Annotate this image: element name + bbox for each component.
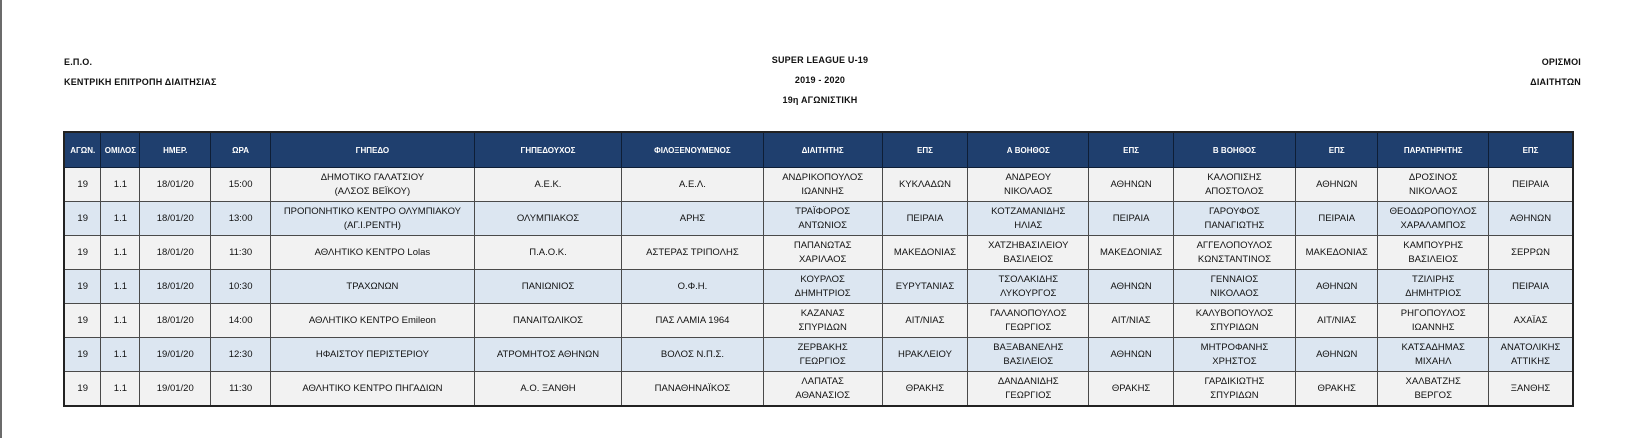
col-header-observer: ΠΑΡΑΤΗΡΗΤΗΣ (1378, 132, 1489, 168)
table-row (64, 270, 1573, 304)
cell-assistant-a-eps: ΑΙΤ/ΝΙΑΣ (1089, 304, 1173, 338)
cell-match: 19 (64, 168, 101, 202)
cell-match: 19 (64, 372, 101, 407)
cell-match: 19 (64, 202, 101, 236)
cell-away: Ο.Φ.Η. (622, 270, 763, 304)
table-row (64, 168, 1573, 202)
cell-group: 1.1 (101, 338, 140, 372)
cell-observer: ΚΑΤΣΑΔΗΜΑΣ ΜΙΧΑΗΛ (1378, 338, 1489, 372)
cell-away: Α.Ε.Λ. (622, 168, 763, 202)
cell-home: ΠΑΝΙΩΝΙΟΣ (474, 270, 622, 304)
col-header-match: ΑΓΩΝ. (64, 132, 101, 168)
cell-stadium: ΤΡΑΧΩΝΩΝ (271, 270, 475, 304)
cell-assistant-b-eps: ΑΙΤ/ΝΙΑΣ (1296, 304, 1378, 338)
cell-assistant-b-eps: ΠΕΙΡΑΙΑ (1296, 202, 1378, 236)
table-row (64, 236, 1573, 270)
cell-home: ΟΛΥΜΠΙΑΚΟΣ (474, 202, 622, 236)
cell-assistant-b-eps: ΑΘΗΝΩΝ (1296, 338, 1378, 372)
cell-home: Π.Α.Ο.Κ. (474, 236, 622, 270)
cell-assistant-b-eps: ΘΡΑΚΗΣ (1296, 372, 1378, 407)
table-row (64, 338, 1573, 372)
doc-type-line1: ΟΡΙΣΜΟΙ (1541, 57, 1581, 67)
cell-date: 18/01/20 (140, 236, 211, 270)
cell-time: 10:30 (211, 270, 271, 304)
cell-referee: ΠΑΠΑΝΩΤΑΣ ΧΑΡΙΛΑΟΣ (763, 236, 882, 270)
table-row (64, 202, 1573, 236)
cell-assistant-b-eps: ΜΑΚΕΔΟΝΙΑΣ (1296, 236, 1378, 270)
cell-date: 18/01/20 (140, 202, 211, 236)
cell-referee-eps: ΕΥΡΥΤΑΝΙΑΣ (882, 270, 967, 304)
cell-observer-eps: ΣΕΡΡΩΝ (1489, 236, 1573, 270)
cell-assistant-a: ΤΣΟΛΑΚΙΔΗΣ ΛΥΚΟΥΡΓΟΣ (968, 270, 1089, 304)
cell-observer-eps: ΑΘΗΝΩΝ (1489, 202, 1573, 236)
cell-referee-eps: ΜΑΚΕΔΟΝΙΑΣ (882, 236, 967, 270)
header-left (64, 52, 217, 92)
col-header-observer-eps: ΕΠΣ (1489, 132, 1573, 168)
col-header-assistant-b-eps: ΕΠΣ (1296, 132, 1378, 168)
cell-assistant-b: ΓΕΝΝΑΙΟΣ ΝΙΚΟΛΑΟΣ (1173, 270, 1295, 304)
cell-observer-eps: ΑΝΑΤΟΛΙΚΗΣ ΑΤΤΙΚΗΣ (1489, 338, 1573, 372)
cell-observer: ΧΑΛΒΑΤΖΗΣ ΒΕΡΓΟΣ (1378, 372, 1489, 407)
cell-assistant-a-eps: ΜΑΚΕΔΟΝΙΑΣ (1089, 236, 1173, 270)
cell-referee-eps: ΑΙΤ/ΝΙΑΣ (882, 304, 967, 338)
col-header-home: ΓΗΠΕΔΟΥΧΟΣ (474, 132, 622, 168)
cell-time: 12:30 (211, 338, 271, 372)
cell-referee-eps: ΚΥΚΛΑΔΩΝ (882, 168, 967, 202)
federation-abbr: Ε.Π.Ο. (64, 57, 93, 67)
cell-date: 18/01/20 (140, 270, 211, 304)
cell-date: 19/01/20 (140, 372, 211, 407)
cell-assistant-b: ΚΑΛΟΠΙΣΗΣ ΑΠΟΣΤΟΛΟΣ (1173, 168, 1295, 202)
cell-assistant-b: ΜΗΤΡΟΦΑΝΗΣ ΧΡΗΣΤΟΣ (1173, 338, 1295, 372)
col-header-assistant-a-eps: ΕΠΣ (1089, 132, 1173, 168)
cell-assistant-a: ΚΟΤΖΑΜΑΝΙΔΗΣ ΗΛΙΑΣ (968, 202, 1089, 236)
cell-referee-eps: ΘΡΑΚΗΣ (882, 372, 967, 407)
cell-away: ΑΣΤΕΡΑΣ ΤΡΙΠΟΛΗΣ (622, 236, 763, 270)
cell-time: 11:30 (211, 236, 271, 270)
cell-assistant-b: ΚΑΛΥΒΟΠΟΥΛΟΣ ΣΠΥΡΙΔΩΝ (1173, 304, 1295, 338)
cell-time: 11:30 (211, 372, 271, 407)
cell-home: ΠΑΝΑΙΤΩΛΙΚΟΣ (474, 304, 622, 338)
cell-referee-eps: ΠΕΙΡΑΙΑ (882, 202, 967, 236)
page-left-border (0, 0, 2, 438)
table-row (64, 372, 1573, 407)
cell-date: 18/01/20 (140, 168, 211, 202)
cell-group: 1.1 (101, 304, 140, 338)
cell-observer-eps: ΠΕΙΡΑΙΑ (1489, 168, 1573, 202)
cell-group: 1.1 (101, 236, 140, 270)
cell-stadium: ΑΘΛΗΤΙΚΟ ΚΕΝΤΡΟ Lolas (271, 236, 475, 270)
header-right (1530, 52, 1581, 92)
cell-stadium: ΗΦΑΙΣΤΟΥ ΠΕΡΙΣΤΕΡΙΟΥ (271, 338, 475, 372)
table-header-row (64, 132, 1573, 168)
cell-time: 15:00 (211, 168, 271, 202)
cell-observer: ΤΖΙΛΙΡΗΣ ΔΗΜΗΤΡΙΟΣ (1378, 270, 1489, 304)
cell-observer: ΚΑΜΠΟΥΡΗΣ ΒΑΣΙΛΕΙΟΣ (1378, 236, 1489, 270)
col-header-group: ΟΜΙΛΟΣ (101, 132, 140, 168)
cell-assistant-a: ΧΑΤΖΗΒΑΣΙΛΕΙΟΥ ΒΑΣΙΛΕΙΟΣ (968, 236, 1089, 270)
doc-type-line2: ΔΙΑΙΤΗΤΩΝ (1530, 77, 1581, 87)
cell-match: 19 (64, 338, 101, 372)
cell-match: 19 (64, 304, 101, 338)
cell-group: 1.1 (101, 168, 140, 202)
cell-home: Α.Ο. ΞΑΝΘΗ (474, 372, 622, 407)
cell-group: 1.1 (101, 372, 140, 407)
matchday: 19η ΑΓΩΝΙΣΤΙΚΗ (782, 95, 858, 105)
cell-observer: ΘΕΟΔΩΡΟΠΟΥΛΟΣ ΧΑΡΑΛΑΜΠΟΣ (1378, 202, 1489, 236)
cell-match: 19 (64, 236, 101, 270)
cell-observer-eps: ΑΧΑΪΑΣ (1489, 304, 1573, 338)
cell-assistant-a-eps: ΑΘΗΝΩΝ (1089, 168, 1173, 202)
cell-referee: ΤΡΑΪΦΟΡΟΣ ΑΝΤΩΝΙΟΣ (763, 202, 882, 236)
cell-stadium: ΑΘΛΗΤΙΚΟ ΚΕΝΤΡΟ Emileon (271, 304, 475, 338)
col-header-stadium: ΓΗΠΕΔΟ (271, 132, 475, 168)
cell-date: 18/01/20 (140, 304, 211, 338)
col-header-away: ΦΙΛΟΞΕΝΟΥΜΕΝΟΣ (622, 132, 763, 168)
cell-assistant-a-eps: ΠΕΙΡΑΙΑ (1089, 202, 1173, 236)
league-title: SUPER LEAGUE U-19 (771, 55, 869, 65)
cell-assistant-b: ΓΑΡΟΥΦΟΣ ΠΑΝΑΓΙΩΤΗΣ (1173, 202, 1295, 236)
cell-assistant-a-eps: ΑΘΗΝΩΝ (1089, 338, 1173, 372)
cell-referee: ΑΝΔΡΙΚΟΠΟΥΛΟΣ ΙΩΑΝΝΗΣ (763, 168, 882, 202)
cell-referee: ΚΑΖΑΝΑΣ ΣΠΥΡΙΔΩΝ (763, 304, 882, 338)
cell-assistant-a-eps: ΑΘΗΝΩΝ (1089, 270, 1173, 304)
cell-referee-eps: ΗΡΑΚΛΕΙΟΥ (882, 338, 967, 372)
cell-assistant-b-eps: ΑΘΗΝΩΝ (1296, 270, 1378, 304)
header-center (700, 50, 940, 110)
cell-date: 19/01/20 (140, 338, 211, 372)
cell-assistant-b: ΓΑΡΔΙΚΙΩΤΗΣ ΣΠΥΡΙΔΩΝ (1173, 372, 1295, 407)
cell-group: 1.1 (101, 202, 140, 236)
cell-away: ΒΟΛΟΣ Ν.Π.Σ. (622, 338, 763, 372)
col-header-referee-eps: ΕΠΣ (882, 132, 967, 168)
cell-assistant-a: ΑΝΔΡΕΟΥ ΝΙΚΟΛΑΟΣ (968, 168, 1089, 202)
cell-assistant-a: ΒΑΞΑΒΑΝΕΛΗΣ ΒΑΣΙΛΕΙΟΣ (968, 338, 1089, 372)
col-header-assistant-b: Β ΒΟΗΘΟΣ (1173, 132, 1295, 168)
col-header-assistant-a: Α ΒΟΗΘΟΣ (968, 132, 1089, 168)
cell-observer: ΡΗΓΟΠΟΥΛΟΣ ΙΩΑΝΝΗΣ (1378, 304, 1489, 338)
col-header-referee: ΔΙΑΙΤΗΤΗΣ (763, 132, 882, 168)
cell-home: Α.Ε.Κ. (474, 168, 622, 202)
cell-referee: ΚΟΥΡΛΟΣ ΔΗΜΗΤΡΙΟΣ (763, 270, 882, 304)
cell-observer: ΔΡΟΣΙΝΟΣ ΝΙΚΟΛΑΟΣ (1378, 168, 1489, 202)
cell-observer-eps: ΞΑΝΘΗΣ (1489, 372, 1573, 407)
cell-assistant-a: ΔΑΝΔΑΝΙΔΗΣ ΓΕΩΡΓΙΟΣ (968, 372, 1089, 407)
cell-match: 19 (64, 270, 101, 304)
cell-home: ΑΤΡΟΜΗΤΟΣ ΑΘΗΝΩΝ (474, 338, 622, 372)
col-header-time: ΩΡΑ (211, 132, 271, 168)
cell-referee: ΛΑΠΑΤΑΣ ΑΘΑΝΑΣΙΟΣ (763, 372, 882, 407)
cell-stadium: ΠΡΟΠΟΝΗΤΙΚΟ ΚΕΝΤΡΟ ΟΛΥΜΠΙΑΚΟΥ (ΑΓ.Ι.ΡΕΝΤΗ) (271, 202, 475, 236)
cell-group: 1.1 (101, 270, 140, 304)
table-row (64, 304, 1573, 338)
committee-name: ΚΕΝΤΡΙΚΗ ΕΠΙΤΡΟΠΗ ΔΙΑΙΤΗΣΙΑΣ (64, 77, 217, 87)
cell-time: 14:00 (211, 304, 271, 338)
col-header-date: ΗΜΕΡ. (140, 132, 211, 168)
cell-assistant-a: ΓΑΛΑΝΟΠΟΥΛΟΣ ΓΕΩΡΓΙΟΣ (968, 304, 1089, 338)
cell-away: ΑΡΗΣ (622, 202, 763, 236)
cell-assistant-b-eps: ΑΘΗΝΩΝ (1296, 168, 1378, 202)
cell-referee: ΖΕΡΒΑΚΗΣ ΓΕΩΡΓΙΟΣ (763, 338, 882, 372)
cell-stadium: ΔΗΜΟΤΙΚΟ ΓΑΛΑΤΣΙΟΥ (ΑΛΣΟΣ ΒΕΪΚΟΥ) (271, 168, 475, 202)
referee-assignments-table (63, 131, 1574, 407)
cell-assistant-b: ΑΓΓΕΛΟΠΟΥΛΟΣ ΚΩΝΣΤΑΝΤΙΝΟΣ (1173, 236, 1295, 270)
cell-away: ΠΑΝΑΘΗΝΑΪΚΟΣ (622, 372, 763, 407)
cell-time: 13:00 (211, 202, 271, 236)
cell-observer-eps: ΠΕΙΡΑΙΑ (1489, 270, 1573, 304)
cell-away: ΠΑΣ ΛΑΜΙΑ 1964 (622, 304, 763, 338)
cell-stadium: ΑΘΛΗΤΙΚΟ ΚΕΝΤΡΟ ΠΗΓΑΔΙΩΝ (271, 372, 475, 407)
cell-assistant-a-eps: ΘΡΑΚΗΣ (1089, 372, 1173, 407)
season: 2019 - 2020 (794, 75, 846, 85)
